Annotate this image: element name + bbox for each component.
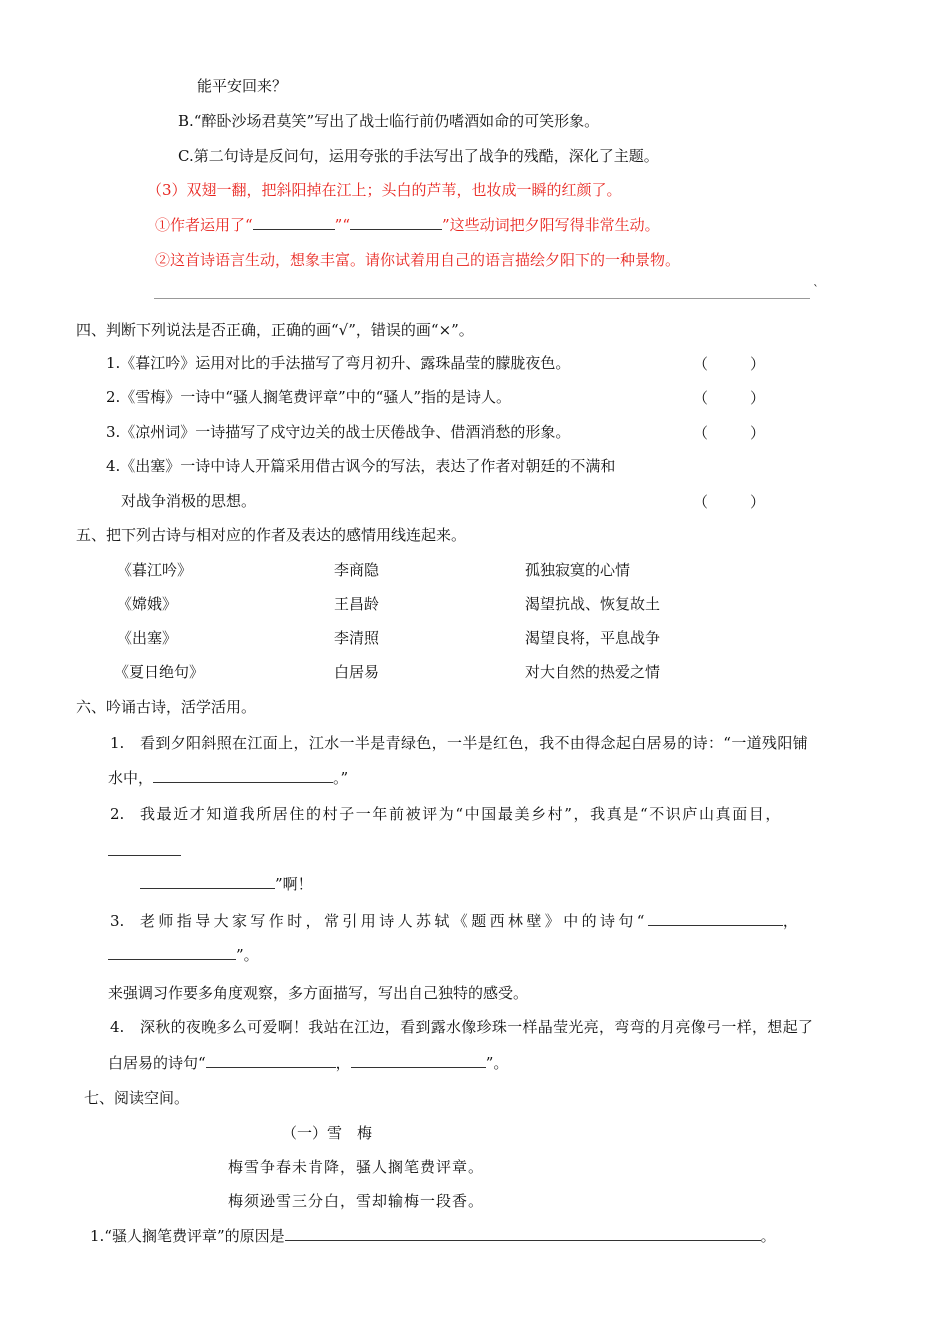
s6-q4-line1: 深秋的夜晚多么可爱啊！我站在江边，看到露水像珍珠一样晶莹光亮，弯弯的月亮像弓一样，想起了	[140, 1018, 814, 1036]
s7-q1-end: 。	[760, 1227, 776, 1245]
feeling-4[interactable]: 对大自然的热爱之情	[525, 663, 661, 681]
poem-1[interactable]: 《暮江吟》	[117, 561, 193, 579]
s6-q3-line2	[108, 945, 259, 965]
s4-item-3-answer[interactable]	[693, 422, 765, 443]
s6-q4-comma: ，	[335, 1054, 351, 1072]
s4-item-1: 1.《暮江吟》运用对比的手法描写了弯月初升、露珠晶莹的朦胧夜色。	[106, 354, 571, 372]
author-4[interactable]: 白居易	[334, 663, 380, 681]
s6-q4-number: 4.	[110, 1018, 125, 1036]
feeling-3[interactable]: 渴望良将，平息战争	[525, 629, 661, 647]
s6-q2-line3	[140, 874, 313, 894]
paren-open: （	[693, 493, 709, 511]
option-b: B.“醉卧沙场君莫笑”写出了战士临行前仍嗜酒如命的可笑形象。	[178, 112, 600, 130]
s6-q3-text: 老师指导大家写作时，常引用诗人苏轼《题西林壁》中的诗句“	[140, 912, 648, 930]
s6-q2-end: ”啊！	[275, 875, 313, 893]
option-a-continuation: 能平安回来？	[197, 77, 288, 95]
s6-q4-line2	[108, 1053, 508, 1073]
poem-line-2: 梅须逊雪三分白，雪却输梅一段香。	[228, 1192, 485, 1210]
paren-close: ）	[750, 355, 766, 373]
paren-close: ）	[750, 424, 766, 442]
q3-answer-line[interactable]	[154, 298, 810, 299]
poem-4[interactable]: 《夏日绝句》	[114, 663, 205, 681]
paren-open: （	[693, 355, 709, 373]
q3-blank-2[interactable]	[350, 215, 442, 230]
s7-q1-blank[interactable]	[285, 1226, 761, 1241]
s6-q1-line1: 看到夕阳斜照在江面上，江水一半是青绿色，一半是红色，我不由得念起白居易的诗：“一道残阳铺	[140, 734, 809, 752]
section-7-heading: 七、阅读空间。	[84, 1089, 190, 1107]
s6-q1-end: 。”	[333, 769, 349, 787]
s4-item-4-answer[interactable]	[693, 491, 765, 512]
feeling-2[interactable]: 渴望抗战、恢复故土	[525, 595, 661, 613]
paren-close: ）	[750, 389, 766, 407]
q3-sub1-part-b: ”“	[334, 216, 351, 234]
s6-q3-line1	[140, 911, 798, 931]
s4-item-1-answer[interactable]	[693, 353, 765, 374]
s6-q3-number: 3.	[110, 912, 125, 930]
author-3[interactable]: 李清照	[334, 629, 380, 647]
s6-q4-text: 白居易的诗句“	[108, 1054, 206, 1072]
s6-q4-blank-1[interactable]	[206, 1053, 336, 1068]
s4-item-4-cont: 对战争消极的思想。	[121, 492, 257, 510]
q3-sub2: ②这首诗语言生动，想象丰富。请你试着用自己的语言描绘夕阳下的一种景物。	[155, 251, 681, 269]
author-2[interactable]: 王昌龄	[334, 595, 380, 613]
s4-item-2-answer[interactable]	[693, 387, 765, 408]
s6-q2-blank-2[interactable]	[140, 874, 275, 889]
q3-sub1	[155, 215, 660, 235]
s6-q3-line3: 来强调习作要多角度观察，多方面描写，写出自己独特的感受。	[108, 984, 529, 1002]
reading-title: （一）雪 梅	[282, 1124, 373, 1142]
s6-q3-comma: ，	[782, 912, 798, 930]
paren-open: （	[693, 389, 709, 407]
s4-item-3: 3.《凉州词》一诗描写了戍守边关的战士厌倦战争、借酒消愁的形象。	[106, 423, 571, 441]
s7-q1-text: 1.“骚人搁笔费评章”的原因是	[90, 1227, 285, 1245]
poem-3[interactable]: 《出塞》	[117, 629, 178, 647]
s6-q1-blank[interactable]	[153, 768, 333, 783]
s6-q4-blank-2[interactable]	[351, 1053, 486, 1068]
s6-q2-blank-1[interactable]	[108, 855, 181, 856]
s6-q3-blank-2[interactable]	[108, 945, 236, 960]
feeling-1[interactable]: 孤独寂寞的心情	[525, 561, 631, 579]
s6-q1-number: 1.	[110, 734, 125, 752]
stray-mark: `	[813, 283, 819, 297]
s6-q1-text: 水中，	[108, 769, 154, 787]
s4-item-4: 4.《出塞》一诗中诗人开篇采用借古讽今的写法，表达了作者对朝廷的不满和	[106, 457, 616, 475]
q3-sub1-part-a: ①作者运用了“	[155, 216, 253, 234]
s6-q2-line1: 我最近才知道我所居住的村子一年前被评为“中国最美乡村”，我真是“不识庐山真面目，	[140, 805, 783, 823]
option-c: C.第二句诗是反问句，运用夸张的手法写出了战争的残酷，深化了主题。	[178, 147, 659, 165]
s6-q1-line2	[108, 768, 348, 788]
author-1[interactable]: 李商隐	[334, 561, 380, 579]
q3-stem: （3）双翅一翻，把斜阳掉在江上；头白的芦苇，也妆成一瞬的红颜了。	[147, 181, 622, 199]
q3-blank-1[interactable]	[253, 215, 335, 230]
s6-q3-blank-1[interactable]	[648, 911, 783, 926]
s6-q2-number: 2.	[110, 805, 125, 823]
poem-line-1: 梅雪争春未肯降，骚人搁笔费评章。	[228, 1158, 485, 1176]
section-5-heading: 五、把下列古诗与相对应的作者及表达的感情用线连起来。	[76, 526, 467, 544]
section-6-heading: 六、吟诵古诗，活学活用。	[76, 698, 257, 716]
q3-sub1-part-c: ”这些动词把夕阳写得非常生动。	[442, 216, 660, 234]
paren-open: （	[693, 424, 709, 442]
s4-item-2: 2.《雪梅》一诗中“骚人搁笔费评章”中的“骚人”指的是诗人。	[106, 388, 511, 406]
poem-2[interactable]: 《嫦娥》	[117, 595, 178, 613]
s7-q1	[90, 1226, 776, 1246]
s6-q4-end: ”。	[485, 1054, 509, 1072]
s6-q3-end: ”。	[236, 946, 259, 964]
section-4-heading: 四、判断下列说法是否正确，正确的画“√”，错误的画“×”。	[76, 321, 474, 339]
paren-close: ）	[750, 493, 766, 511]
